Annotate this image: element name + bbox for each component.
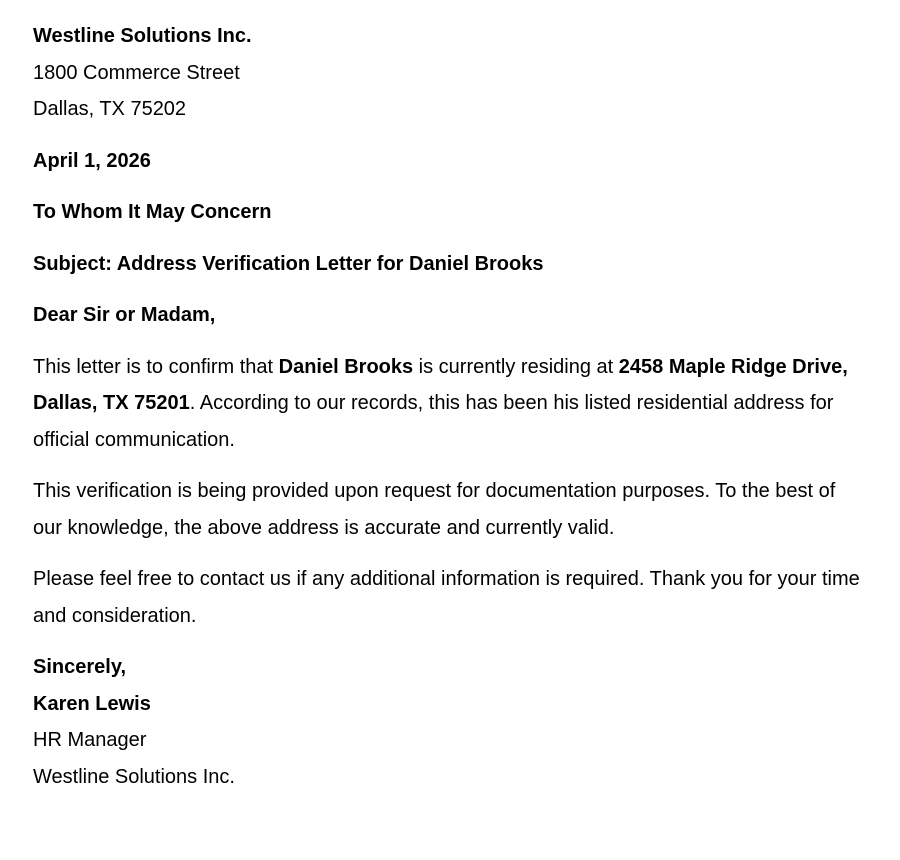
body-paragraph-2 xyxy=(33,473,868,546)
signature-block xyxy=(33,649,868,795)
sign-off-line: Sincerely, xyxy=(33,656,127,678)
signer-title: HR Manager xyxy=(33,729,147,751)
text-segment: . According to our records, this has been his listed residential address for official communication. xyxy=(33,392,834,451)
body-paragraph-1 xyxy=(33,349,868,459)
date-block xyxy=(33,143,868,180)
letter-date: April 1, 2026 xyxy=(33,149,151,172)
letterhead-street-address: 1800 Commerce Street xyxy=(33,61,240,84)
text-segment: Please feel free to contact us if any additional information is required. Thank you for your time and consideration. xyxy=(33,568,860,627)
body-paragraph-2-text xyxy=(33,473,868,546)
body-paragraph-1-text xyxy=(33,349,868,459)
subject-block xyxy=(33,246,868,283)
text-segment: This verification is being provided upon request for documentation purposes. To the best of our knowledge, the above address is accurate and currently valid. xyxy=(33,480,836,539)
text-segment: This letter is to confirm that xyxy=(33,355,279,378)
recipient-block xyxy=(33,194,868,231)
text-segment: is currently residing at xyxy=(413,355,619,378)
letterhead-city-state-zip: Dallas, TX 75202 xyxy=(33,98,187,120)
letterhead-company-name: Westline Solutions Inc. xyxy=(33,25,252,47)
greeting-block xyxy=(33,297,868,334)
bold-text-segment: Daniel Brooks xyxy=(278,355,414,378)
recipient-line: To Whom It May Concern xyxy=(33,201,272,223)
letterhead xyxy=(33,18,868,128)
body-paragraph-3 xyxy=(33,561,868,634)
signer-name: Karen Lewis xyxy=(33,692,151,715)
subject-line: Subject: Address Verification Letter for Daniel Brooks xyxy=(33,252,544,275)
signer-company: Westline Solutions Inc. xyxy=(33,765,235,788)
greeting-line: Dear Sir or Madam, xyxy=(33,304,216,326)
body-paragraph-3-text xyxy=(33,561,868,634)
bold-text-segment: 2458 Maple Ridge Drive, Dallas, TX 75201 xyxy=(33,355,848,414)
